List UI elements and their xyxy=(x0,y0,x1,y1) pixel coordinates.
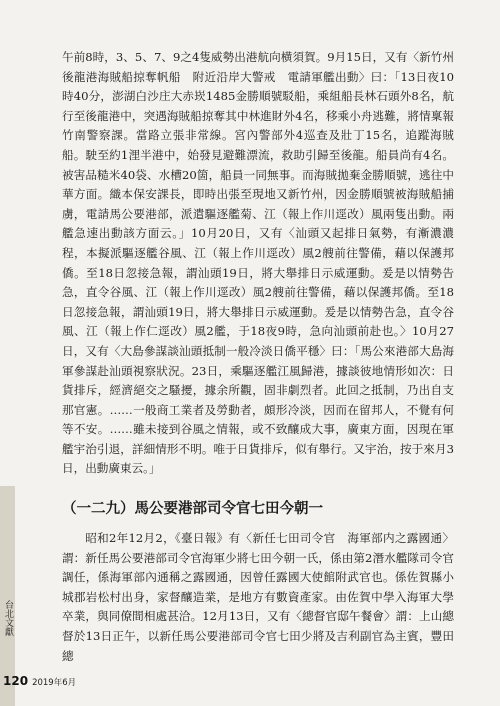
page-number: 120 xyxy=(3,674,29,688)
page-footer xyxy=(3,674,76,688)
body-paragraph: 午前8時，3、5、7、9之4隻威勢出港航向横須賀。9月15日，又有〈新竹州後龍港海賊船掠奪帆船 附近沿岸大警戒 電請軍艦出動〉曰：「13日夜10時40分，澎湖白沙庄大赤崁1485金勝順號駁船，乘組船長林石頭外8名，航行至後龍港中，突遇海賊船掠奪其中林進財外4名，移乘小舟逃難，將情稟報竹南警察課。當路立張非常線。宮內警部外4巡查及壯丁15名，追蹤海賊船。駛至約1浬半港中，始發見避難漂流，救助引歸至後龍。船員尚有4名。被害品糙米40袋、水槽20箇，船員一同無事。而海賊拋棄金勝順號，逃往中華方面。織本保安課長，即時出張至現地又新竹州，因金勝順號被海賊船捕虜，電請馬公要港部，派遣驅逐艦菊、江（報上作川逕改）風兩隻出動。兩艦急速出動該方面云。」10月20日，又有〈汕頭又起排日氣勢，有漸濃濃程，本擬派驅逐艦谷風、江（報上作川逕改）風2艘前往警備，藉以保護邦僑。至18日忽接急報，謂汕頭19日，將大舉排日示威運動。爰是以情勢告急，直令谷風、江（報上作川逕改）風2艘前往警備，藉以保護邦僑。至18日忽接急報，謂汕頭19日，將大舉排日示威運動。爰是以情勢告急，直令谷風、江（報上作仁逕改）風2艦，于18夜9時，急向汕頭前赴也。〉10月27日，又有〈大島參謀談汕頭抵制一般冷淡日僑平穩〉曰：「馬公來港部大島海軍參謀赴汕頭視察狀況。23日，乘驅逐艦江風歸港，據談彼地情形如次：日貨排斥，經濟絕交之騷擾，據余所觀，固非劇烈者。此回之抵制，乃出自支那官憲。……一般商工業者及勞動者，頗形冷淡，因而在留邦人，不覺有何等不安。……雖未接到谷風之情報，或不致釀成大事，廣東方面，因現在軍艦宇治引退，詳細情形不明。唯于日貨排斥，似有舉行。又宇治，按于來月3日，出動廣東云。」 xyxy=(62,50,454,476)
journal-title-label: 台北文獻 xyxy=(3,600,13,636)
issue-date: 2019年6月 xyxy=(32,678,77,688)
main-text xyxy=(62,48,454,666)
body-paragraph: 昭和2年12月2，《臺日報》有〈新任七田司令官 海軍部内之露國通〉謂：新任馬公要港部司令官海軍少將七田今朝一氏，係由第2潛水艦隊司令官調任，係海軍部內通稱之露國通，因曾任露國大使館附武官也。係佐賀縣小城郡岩松村出身，家督釀造業，是地方有數資產家。由佐賀中學入海軍大學卒業，與同僚間相處甚洽。12月13日，又有〈總督官邸午餐會〉謂：上山總督於13日正午，以新任馬公要港部司令官七田少將及吉利副官為主賓，豐田總 xyxy=(62,531,454,663)
sidebar-tab xyxy=(0,486,15,706)
section-heading: （一二九）馬公要港部司令官七田今朝一 xyxy=(62,501,323,518)
